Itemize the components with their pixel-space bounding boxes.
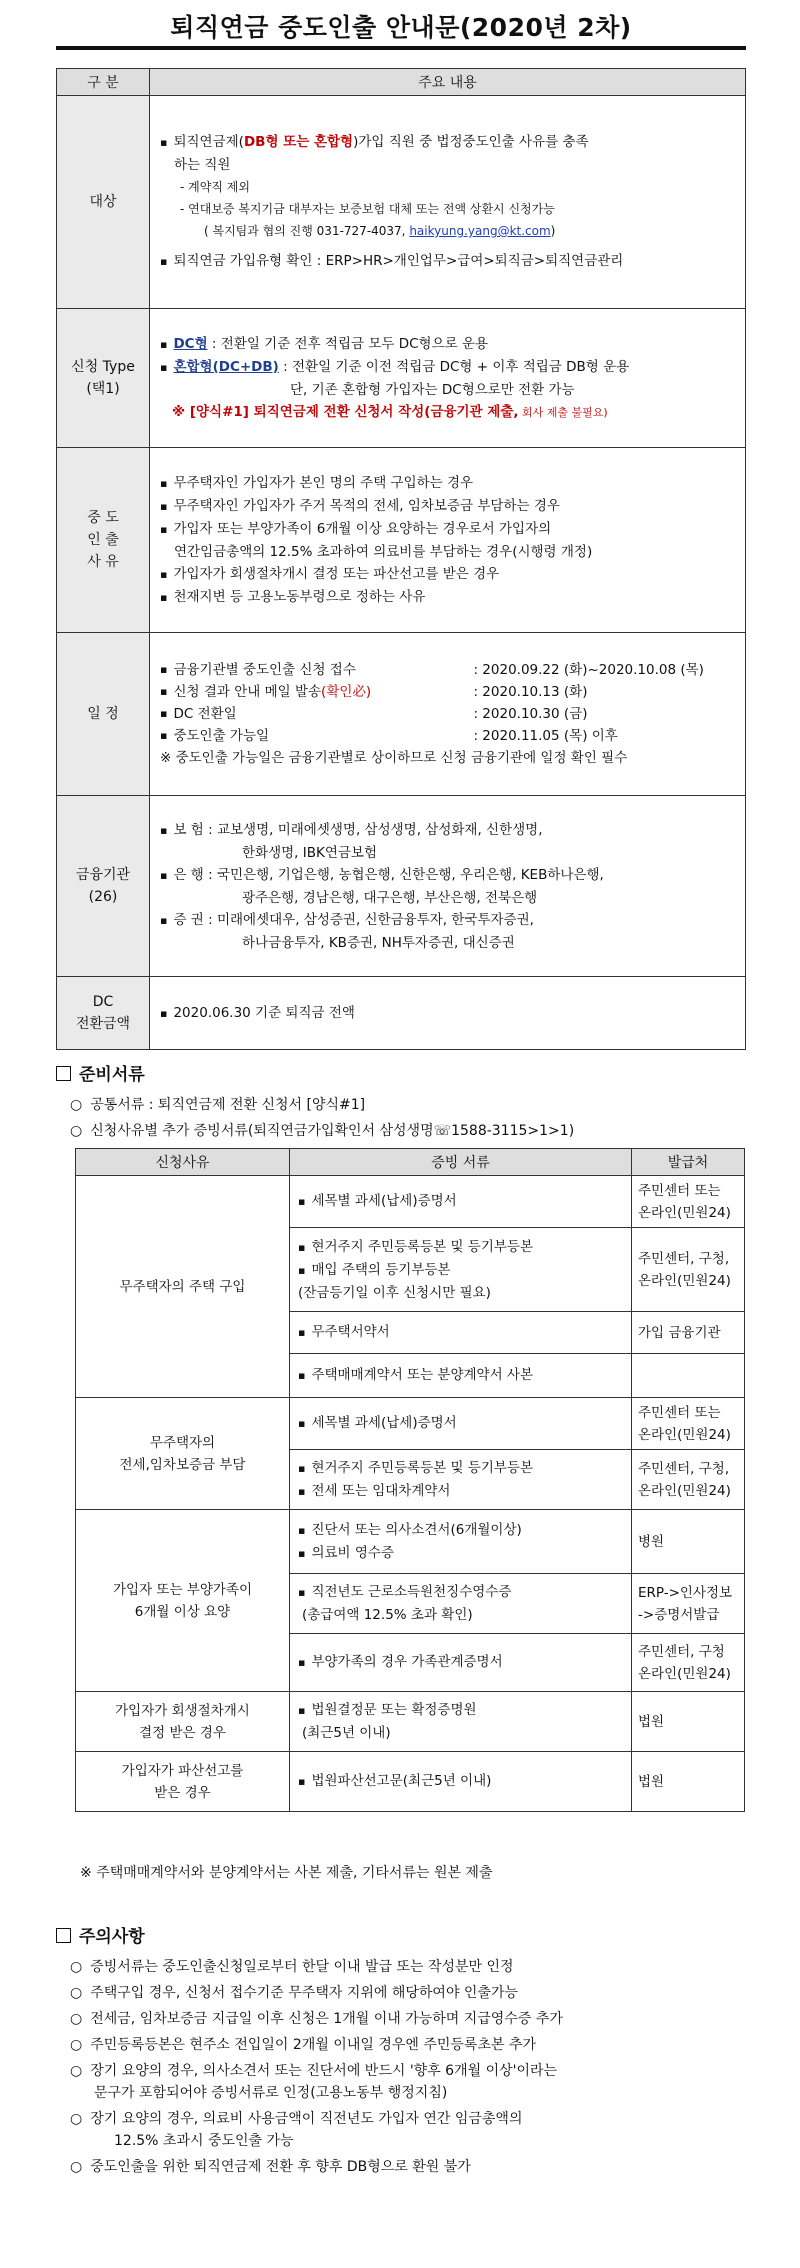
documents-note: ※ 주택매매계약서와 분양계약서는 사본 제출, 기타서류는 원본 제출 [80, 1862, 493, 1882]
caution-heading-text: 주의사항 [79, 1927, 145, 1947]
type-dc-name: DC형 [173, 335, 208, 352]
reason-text: 받은 경우 [154, 1784, 211, 1801]
schedule-key-red: (확인必) [321, 684, 372, 700]
list-item [70, 1956, 563, 1978]
issuer-text: 온라인(민원24) [638, 1482, 731, 1499]
reason-text: 6개월 이상 요양 [134, 1603, 231, 1620]
document-text: ▪ 현거주지 주민등록등본 및 등기부등본 [298, 1457, 623, 1480]
reason-text: 무주택자의 [149, 1434, 216, 1451]
reason-rehab [76, 1692, 290, 1752]
document-cell [290, 1450, 632, 1510]
reason-item: ▪ 무주택자인 가입자가 주거 목적의 전세, 임차보증금 부담하는 경우 [160, 495, 739, 518]
type-label-2: (택1) [86, 381, 120, 397]
finance-label [57, 796, 150, 977]
target-line1-pre: 퇴직연금제( [173, 134, 244, 150]
dc-amount-content [150, 977, 746, 1050]
table-row [76, 1176, 745, 1228]
schedule-row [160, 659, 739, 681]
caution-text: ○ 장기 요양의 경우, 의료비 사용금액이 직전년도 가입자 연간 임금총액의 [70, 2108, 563, 2130]
issuer-text: 온라인(민원24) [638, 1426, 731, 1443]
document-text: ▪ 부양가족의 경우 가족관계증명서 [298, 1654, 503, 1670]
document-cell [290, 1574, 632, 1634]
issuer-cell [632, 1574, 745, 1634]
title-rule [56, 46, 746, 50]
caution-text: ○ 장기 요양의 경우, 의사소견서 또는 진단서에 반드시 '향후 6개월 이상'이라는 [70, 2060, 563, 2082]
caution-text: 12.5% 초과시 중도인출 가능 [114, 2133, 294, 2149]
caution-text: ○ 주민등록등본은 현주소 전입일이 2개월 이내일 경우엔 주민등록초본 추가 [70, 2034, 563, 2056]
issuer-cell: 법원 [632, 1752, 745, 1812]
header-issuer: 발급처 [632, 1149, 745, 1176]
caution-text: ○ 주택구입 경우, 신청서 접수기준 무주택자 지위에 해당하여야 인출가능 [70, 1982, 563, 2004]
prep-line2: ○ 신청사유별 추가 증빙서류(퇴직연금가입확인서 삼성생명☏1588-3115>1>1) [70, 1120, 574, 1140]
welfare-email-link[interactable]: haikyung.yang@kt.com [409, 224, 551, 238]
target-line2: 하는 직원 [174, 157, 231, 173]
reason-house: 무주택자의 주택 구입 [76, 1176, 290, 1398]
reason-item: ▪ 가입자가 회생절차개시 결정 또는 파산선고를 받은 경우 [160, 563, 739, 586]
reason-text: 결정 받은 경우 [139, 1724, 226, 1741]
document-cell [290, 1634, 632, 1692]
type-mix [160, 356, 739, 379]
document-cell [290, 1398, 632, 1450]
document-text: ▪ 전세 또는 임대차계약서 [298, 1480, 623, 1503]
schedule-key-text: 신청 결과 안내 메일 발송 [173, 684, 322, 700]
type-warning [160, 401, 739, 424]
document-cell [290, 1312, 632, 1354]
reason-text: 전세,임차보증금 부담 [119, 1456, 246, 1473]
type-mix-desc: : 전환일 기준 이전 적립금 DC형 + 이후 적립금 DB형 운용 [278, 358, 630, 375]
caution-text: ○ 중도인출을 위한 퇴직연금제 전환 후 향후 DB형으로 환원 불가 [70, 2156, 563, 2178]
reason-item: ▪ 천재지변 등 고용노동부령으로 정하는 사유 [160, 586, 739, 609]
target-sub2: - 연대보증 복지기금 대부자는 보증보험 대체 또는 전액 상환시 신청가능 [180, 202, 555, 216]
document-text: ▪ 매입 주택의 등기부등본 [298, 1259, 623, 1282]
caution-text: ○ 증빙서류는 중도인출신청일로부터 한달 이내 발급 또는 작성분만 인정 [70, 1956, 563, 1978]
finance-label-2: (26) [88, 889, 118, 905]
table-row [76, 1692, 745, 1752]
checkbox-square-icon [56, 1928, 71, 1943]
list-item [70, 2108, 563, 2152]
document-text: ▪ 직전년도 근로소득원천징수영수증 [298, 1581, 623, 1604]
finance-securities: ▪ 증 권 : 미래에셋대우, 삼성증권, 신한금융투자, 한국투자증권, [160, 909, 739, 932]
reason-bankrupt [76, 1752, 290, 1812]
caution-text: ○ 전세금, 임차보증금 지급일 이후 신청은 1개월 이내 가능하며 지급영수증 추가 [70, 2008, 563, 2030]
overview-table [56, 68, 746, 1050]
document-text: ▪ 의료비 영수증 [298, 1542, 623, 1565]
type-mix-name: 혼합형(DC+DB) [173, 358, 279, 375]
schedule-row [160, 681, 739, 703]
header-document: 증빙 서류 [290, 1149, 632, 1176]
issuer-cell [632, 1354, 745, 1398]
caution-heading [56, 1922, 145, 1947]
row-reason [57, 448, 746, 633]
table-row [76, 1398, 745, 1450]
type-dc [160, 333, 739, 356]
issuer-text: 주민센터, 구청 [638, 1643, 725, 1660]
issuer-cell [632, 1450, 745, 1510]
page-title: 퇴직연금 중도인출 안내문(2020년 2차) [170, 13, 632, 42]
issuer-text: 주민센터 또는 [638, 1404, 721, 1421]
document-text: (잔금등기일 이후 신청시만 필요) [298, 1284, 491, 1301]
row-schedule [57, 633, 746, 796]
row-target [57, 96, 746, 309]
issuer-cell: 가입 금융기관 [632, 1312, 745, 1354]
finance-label-1: 금융기관 [75, 867, 131, 883]
target-content [150, 96, 746, 309]
dc-amount-text: ▪ 2020.06.30 기준 퇴직금 전액 [160, 1002, 739, 1025]
reason-label [57, 448, 150, 633]
prep-heading [56, 1060, 145, 1085]
document-cell [290, 1752, 632, 1812]
target-line1-post: )가입 직원 중 법정중도인출 사유를 충족 [353, 134, 589, 150]
finance-content [150, 796, 746, 977]
target-line1-red: DB형 또는 혼합형 [243, 134, 354, 150]
issuer-text: ERP->인사정보 [638, 1584, 733, 1601]
reason-text: 가입자 또는 부양가족이 [113, 1581, 252, 1598]
schedule-row [160, 725, 739, 747]
caution-text: 문구가 포함되어야 증빙서류로 인정(고용노동부 행정지침) [94, 2085, 448, 2101]
schedule-label: 일 정 [57, 633, 150, 796]
finance-bank-cont: 광주은행, 경남은행, 대구은행, 부산은행, 전북은행 [242, 889, 538, 906]
dc-amount-label-2: 전환금액 [75, 1016, 131, 1032]
type-mix-cont: 단, 기존 혼합형 가입자는 DC형으로만 전환 가능 [290, 381, 575, 398]
table-row [76, 1510, 745, 1574]
issuer-cell [632, 1228, 745, 1312]
type-dc-desc: : 전환일 기준 전후 적립금 모두 DC형으로 운용 [207, 335, 489, 352]
list-item [70, 1982, 563, 2004]
type-label-1: 신청 Type [71, 359, 135, 375]
issuer-text: 온라인(민원24) [638, 1665, 731, 1682]
issuer-cell [632, 1634, 745, 1692]
reason-care [76, 1510, 290, 1692]
issuer-cell: 병원 [632, 1510, 745, 1574]
document-text: ▪ 주택매매계약서 또는 분양계약서 사본 [298, 1367, 533, 1383]
dc-amount-label [57, 977, 150, 1050]
documents-header-row [76, 1149, 745, 1176]
header-reason: 신청사유 [76, 1149, 290, 1176]
reason-label-1: 중 도 [87, 510, 119, 526]
document-text: (총급여액 12.5% 초과 확인) [302, 1607, 473, 1623]
documents-table [75, 1148, 745, 1812]
schedule-row [160, 703, 739, 725]
prep-heading-text: 준비서류 [79, 1065, 145, 1085]
document-cell [290, 1228, 632, 1312]
reason-label-2: 인 출 [87, 532, 119, 548]
row-finance [57, 796, 746, 977]
list-item [70, 2156, 563, 2178]
document-text: ▪ 세목별 과세(납세)증명서 [298, 1193, 457, 1209]
schedule-key [173, 681, 473, 703]
reason-text: 가입자가 파산선고를 [121, 1762, 244, 1779]
type-label [57, 309, 150, 448]
finance-insurance: ▪ 보 험 : 교보생명, 미래에셋생명, 삼성생명, 삼성화재, 신한생명, [160, 819, 739, 842]
reason-item: ▪ 가입자 또는 부양가족이 6개월 이상 요양하는 경우로서 가입자의 [160, 518, 739, 541]
schedule-content [150, 633, 746, 796]
list-item [70, 2060, 563, 2104]
checkbox-square-icon [56, 1066, 71, 1081]
schedule-value: : 2020.10.13 (화) [473, 684, 588, 700]
caution-list [70, 1956, 563, 2178]
schedule-key: ▪ 금융기관별 중도인출 신청 접수 [173, 662, 356, 678]
document-text: ▪ 세목별 과세(납세)증명서 [298, 1415, 457, 1431]
issuer-text: 주민센터 또는 [638, 1182, 721, 1199]
document-text: ▪ 현거주지 주민등록등본 및 등기부등본 [298, 1236, 623, 1259]
issuer-text: 온라인(민원24) [638, 1272, 731, 1289]
issuer-text: ->증명서발급 [638, 1606, 720, 1623]
dc-amount-label-1: DC [92, 994, 114, 1010]
row-dc-amount [57, 977, 746, 1050]
target-check: ▪ 퇴직연금 가입유형 확인 : ERP>HR>개인업무>급여>퇴직금>퇴직연금관리 [160, 250, 739, 273]
list-item [70, 2034, 563, 2056]
document-text: ▪ 진단서 또는 의사소견서(6개월이상) [298, 1519, 623, 1542]
finance-bank: ▪ 은 행 : 국민은행, 기업은행, 농협은행, 신한은행, 우리은행, KEB하나은행, [160, 864, 739, 887]
target-sub1: - 계약직 제외 [180, 180, 250, 194]
schedule-value: : 2020.09.22 (화)~2020.10.08 (목) [473, 662, 704, 678]
issuer-text: 온라인(민원24) [638, 1204, 731, 1221]
type-content [150, 309, 746, 448]
overview-header-row [57, 69, 746, 96]
type-warning-main: ※ [양식#1] 퇴직연금제 전환 신청서 작성(금융기관 제출, [172, 403, 519, 420]
target-line1 [160, 131, 739, 154]
reason-lease [76, 1398, 290, 1510]
document-text: (최근5년 이내) [302, 1725, 391, 1741]
document-cell [290, 1176, 632, 1228]
finance-securities-cont: 하나금융투자, KB증권, NH투자증권, 대신증권 [242, 934, 515, 951]
document-cell [290, 1692, 632, 1752]
document-text: ▪ 법원파산선고문(최근5년 이내) [298, 1773, 491, 1789]
reason-item-cont: 연간임금총액의 12.5% 초과하여 의료비를 부담하는 경우(시행령 개정) [174, 543, 593, 560]
schedule-key: ▪ DC 전환일 [173, 706, 237, 722]
header-content: 주요 내용 [150, 69, 746, 96]
finance-insurance-cont: 한화생명, IBK연금보험 [242, 844, 378, 861]
reason-label-3: 사 유 [87, 554, 119, 570]
document-text: ▪ 무주택서약서 [298, 1324, 390, 1340]
reason-content [150, 448, 746, 633]
reason-item: ▪ 무주택자인 가입자가 본인 명의 주택 구입하는 경우 [160, 472, 739, 495]
issuer-text: 주민센터, 구청, [638, 1460, 730, 1477]
document-cell [290, 1510, 632, 1574]
document-cell [290, 1354, 632, 1398]
prep-line1: ○ 공통서류 : 퇴직연금제 전환 신청서 [양식#1] [70, 1094, 365, 1114]
issuer-text: 주민센터, 구청, [638, 1250, 730, 1267]
header-category: 구 분 [57, 69, 150, 96]
issuer-cell [632, 1398, 745, 1450]
target-sub3 [160, 220, 739, 242]
schedule-value: : 2020.10.30 (금) [473, 706, 588, 722]
table-row [76, 1752, 745, 1812]
document-text: ▪ 법원결정문 또는 확정증명원 [298, 1699, 623, 1722]
type-warning-small: 회사 제출 불필요) [518, 405, 608, 419]
reason-text: 가입자가 회생절차개시 [115, 1702, 250, 1719]
issuer-cell [632, 1176, 745, 1228]
schedule-value: : 2020.11.05 (목) 이후 [473, 728, 618, 744]
schedule-note: ※ 중도인출 가능일은 금융기관별로 상이하므로 신청 금융기관에 일정 확인 필수 [160, 750, 628, 766]
target-sub3-pre: ( 복지팀과 협의 진행 031-727-4037, [204, 224, 410, 238]
list-item [70, 2008, 563, 2030]
schedule-key: ▪ 중도인출 가능일 [173, 728, 270, 744]
target-sub3-post: ) [550, 224, 556, 238]
row-type [57, 309, 746, 448]
issuer-cell: 법원 [632, 1692, 745, 1752]
target-label: 대상 [57, 96, 150, 309]
